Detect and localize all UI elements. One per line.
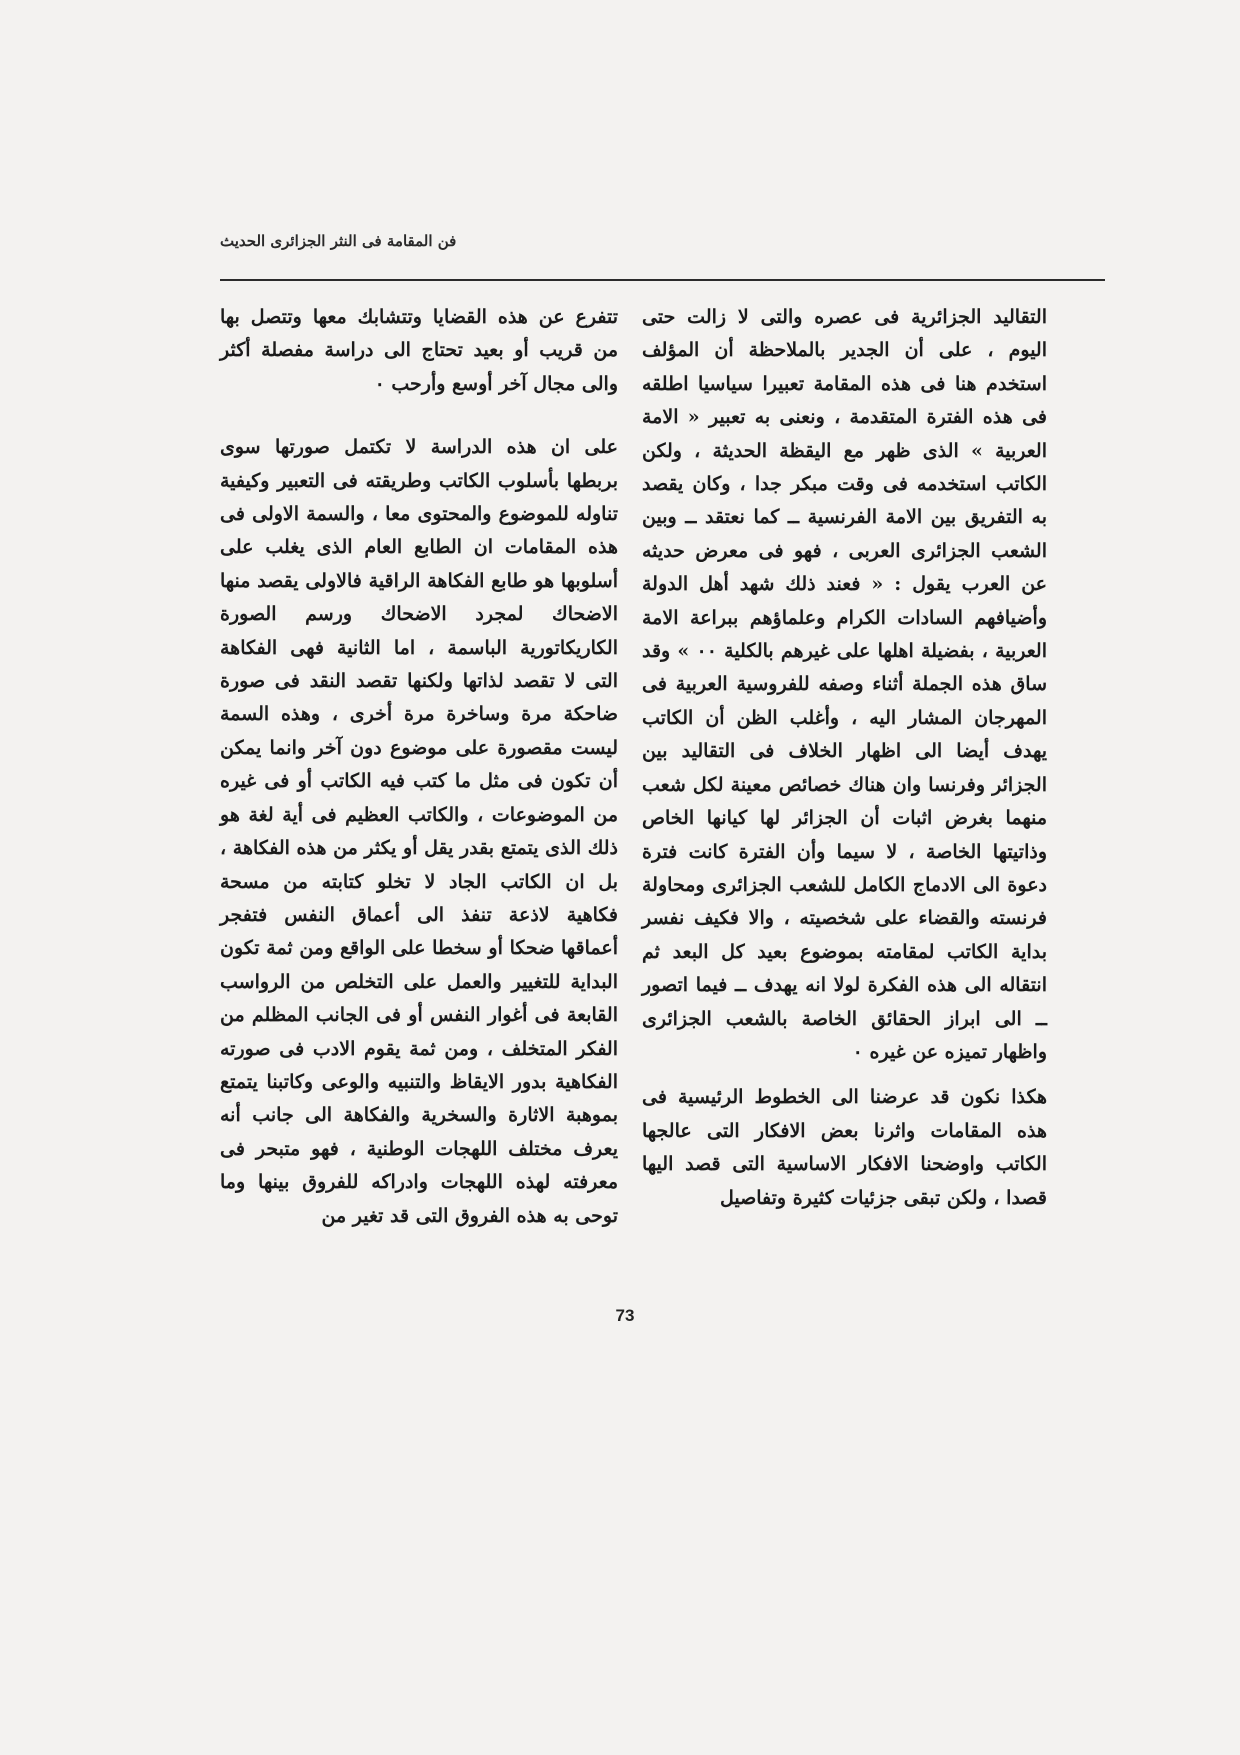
body-paragraph: تتفرع عن هذه القضايا وتتشابك معها وتتصل بها من قريب أو بعيد تحتاج الى دراسة مفصلة أكثر والى مجال آخر أوسع وأرحب ٠ bbox=[220, 306, 618, 395]
body-paragraph: على ان هذه الدراسة لا تكتمل صورتها سوى بربطها بأسلوب الكاتب وطريقته فى التعبير وكيفية تناوله للموضوع والمحتوى معا ، والسمة الاولى فى هذه المقامات ان الطابع العام الذى يغلب على أسلوبها هو طابع الفكاهة الراقية فالاولى يقصد منها الاضحاك لمجرد الاضحاك ورسم الصورة الكاريكاتورية الباسمة ، اما الثانية فهى الفكاهة التى لا تقصد لذاتها ولكنها تقصد النقد فى صورة ضاحكة مرة وساخرة مرة أخرى ، وهذه السمة ليست مقصورة على موضوع دون آخر وانما يمكن أن تكون فى مثل ما كتب فيه الكاتب أو فى غيره من الموضوعات ، والكاتب العظيم فى أية لغة هو ذلك الذى يتمتع بقدر يقل أو يكثر من هذه الفكاهة ، بل ان الكاتب الجاد لا تخلو كتابته من مسحة فكاهية لاذعة تنفذ الى أعماق النفس فتفجر أعماقها ضحكا أو سخطا على الواقع ومن ثمة تكون البداية للتغيير والعمل على التخلص من الرواسب القابعة فى أغوار النفس أو فى الجانب المظلم من الفكر المتخلف ، ومن ثمة يقوم الادب فى صورته الفكاهية بدور الايقاظ والتنبيه والوعى وكاتبنا يتمتع بموهبة الاثارة والسخرية والفكاهة الى جانب أنه يعرف مختلف اللهجات الوطنية ، فهو متبحر فى معرفته لهذه اللهجات وادراكه للفروق بينها وما توحى به هذه الفروق التى قد تغير من bbox=[220, 436, 618, 1227]
body-paragraph: التقاليد الجزائرية فى عصره والتى لا زالت حتى اليوم ، على أن الجدير بالملاحظة أن المؤلف استخدم هنا فى هذه المقامة تعبيرا سياسيا اطلقه فى هذه الفترة المتقدمة ، ونعنى به تعبير « الامة العربية » الذى ظهر مع اليقظة الحديثة ، ولكن الكاتب استخدمه فى وقت مبكر جدا ، وكان يقصد به التفريق بين الامة الفرنسية ــ كما نعتقد ــ وبين الشعب الجزائرى العربى ، فهو فى معرض حديثه عن العرب يقول : « فعند ذلك شهد أهل الدولة وأضيافهم السادات الكرام وعلماؤهم ببراعة الامة العربية ، بفضيلة اهلها على غيرهم بالكلية ٠٠ » وقد ساق هذه الجملة أثناء وصفه للفروسية العربية فى المهرجان المشار اليه ، وأغلب الظن أن الكاتب يهدف أيضا الى اظهار الخلاف فى التقاليد بين الجزائر وفرنسا وان هناك خصائص معينة لكل شعب منهما بغرض اثبات أن الجزائر لها كيانها الخاص وذاتيتها الخاصة ، لا سيما وأن الفترة كانت فترة دعوة الى الادماج الكامل للشعب الجزائرى ومحاولة فرنسته والقضاء على شخصيته ، والا فكيف نفسر بداية الكاتب لمقامته بموضوع بعيد كل البعد ثم انتقاله الى هذه الفكرة لولا انه يهدف ــ فيما اتصور ــ الى ابراز الحقائق الخاصة بالشعب الجزائرى واظهار تميزه عن غيره ٠ bbox=[642, 306, 1047, 1063]
right-column bbox=[642, 301, 1047, 1215]
page-number: 73 bbox=[615, 1306, 635, 1325]
header-divider bbox=[220, 279, 1105, 281]
running-header: فن المقامة فى النثر الجزائرى الحديث bbox=[220, 232, 457, 250]
body-paragraph: هكذا نكون قد عرضنا الى الخطوط الرئيسية فى هذه المقامات واثرنا بعض الافكار التى عالجها الكاتب واوضحنا الافكار الاساسية التى قصد اليها قصدا ، ولكن تبقى جزئيات كثيرة وتفاصيل bbox=[642, 1086, 1047, 1209]
left-column bbox=[220, 301, 618, 1233]
